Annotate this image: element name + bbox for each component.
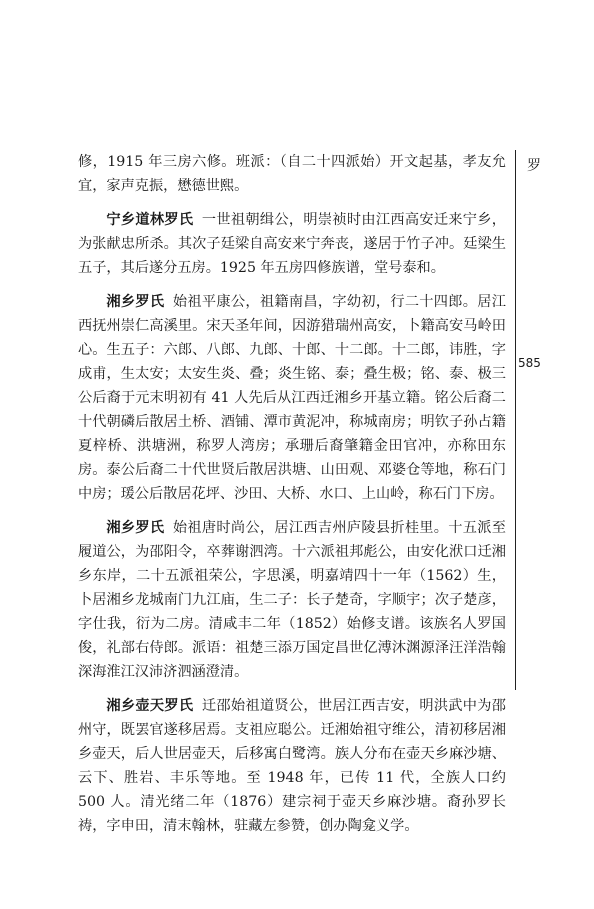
paragraph	[78, 694, 506, 838]
paragraph-text: 始祖唐时尚公，居江西吉州庐陵县折桂里。十五派至履道公，为邵阳令，卒葬谢泗湾。十六派祖邦彪公，由安化洑口迁湘乡东岸，二十五派祖荣公，字思溪，明嘉靖四十一年（1562）生，卜居湘乡龙城南门九江庙，生二子：长子楚奇，字顺宇；次子楚彦，字仕我，衍为二房。清咸丰二年（1852）始修支谱。该族名人罗国俊，礼部右侍郎。派语：祖楚三添万国定昌世亿溥沐渊源泽汪洋浩翰深海淮江汉沛济泗涵澄清。	[78, 520, 506, 680]
paragraph	[78, 290, 506, 506]
paragraph	[78, 208, 506, 280]
running-header-char: 罗	[527, 158, 541, 174]
clan-name: 湘乡罗氏	[106, 294, 165, 310]
paragraph-text: 始祖平康公，祖籍南昌，字幼初，行二十四郎。居江西抚州崇仁高溪里。宋天圣年间，因游猎瑞州高安，卜籍高安马岭田心。生五子：六郎、八郎、九郎、十郎、十二郎。十二郎，讳胜，字成甫，生太安；太安生炎、叠；炎生铭、泰；叠生极；铭、泰、极三公后裔于元末明初有 41 人先后从江西迁湘乡开基立籍。铭公后裔二十代朝磷后散居土桥、酒铺、潭市黄泥冲，称城南房；明钦子孙占籍夏梓桥、洪塘洲，称罗人湾房；承珊后裔肇籍金田官冲，亦称田东房。泰公后裔二十代世贤后散居洪塘、山田观、邓婆仓等地，称石门中房；瑗公后散居花坪、沙田、大桥、水口、上山岭，称石门下房。	[78, 294, 506, 502]
margin-rule	[515, 150, 516, 690]
paragraph-text: 修，1915 年三房六修。班派：（自二十四派始）开文起基，孝友允宜，家声克振，懋德世熙。	[78, 154, 506, 194]
paragraph-text: 迁邵始祖道贤公，世居江西吉安，明洪武中为邵州守，既罢官遂移居焉。支祖应聪公。迁湘始祖守维公，清初移居湘乡壶天，后人世居壶天，后移寓白鹭湾。族人分布在壶天乡麻沙塘、云下、胜岩、丰乐等地。至 1948 年，已传 11 代，全族人口约 500 人。清光绪二年（1876）建宗祠于壶天乡麻沙塘。裔孙罗长祷，字申田，清末翰林，驻藏左参赞，创办陶龛义学。	[78, 698, 506, 834]
clan-name: 湘乡壶天罗氏	[106, 698, 194, 714]
clan-name: 宁乡道林罗氏	[106, 212, 194, 228]
main-text	[78, 150, 506, 838]
paragraph	[78, 516, 506, 684]
page-number: 585	[518, 356, 541, 370]
paragraph	[78, 150, 506, 198]
paragraph-text: 一世祖朝缉公，明崇祯时由江西高安迁来宁乡，为张献忠所杀。其次子廷梁自高安来宁奔丧，遂居于竹子冲。廷梁生五子，其后遂分五房。1925 年五房四修族谱，堂号泰和。	[78, 212, 506, 276]
clan-name: 湘乡罗氏	[106, 520, 165, 536]
